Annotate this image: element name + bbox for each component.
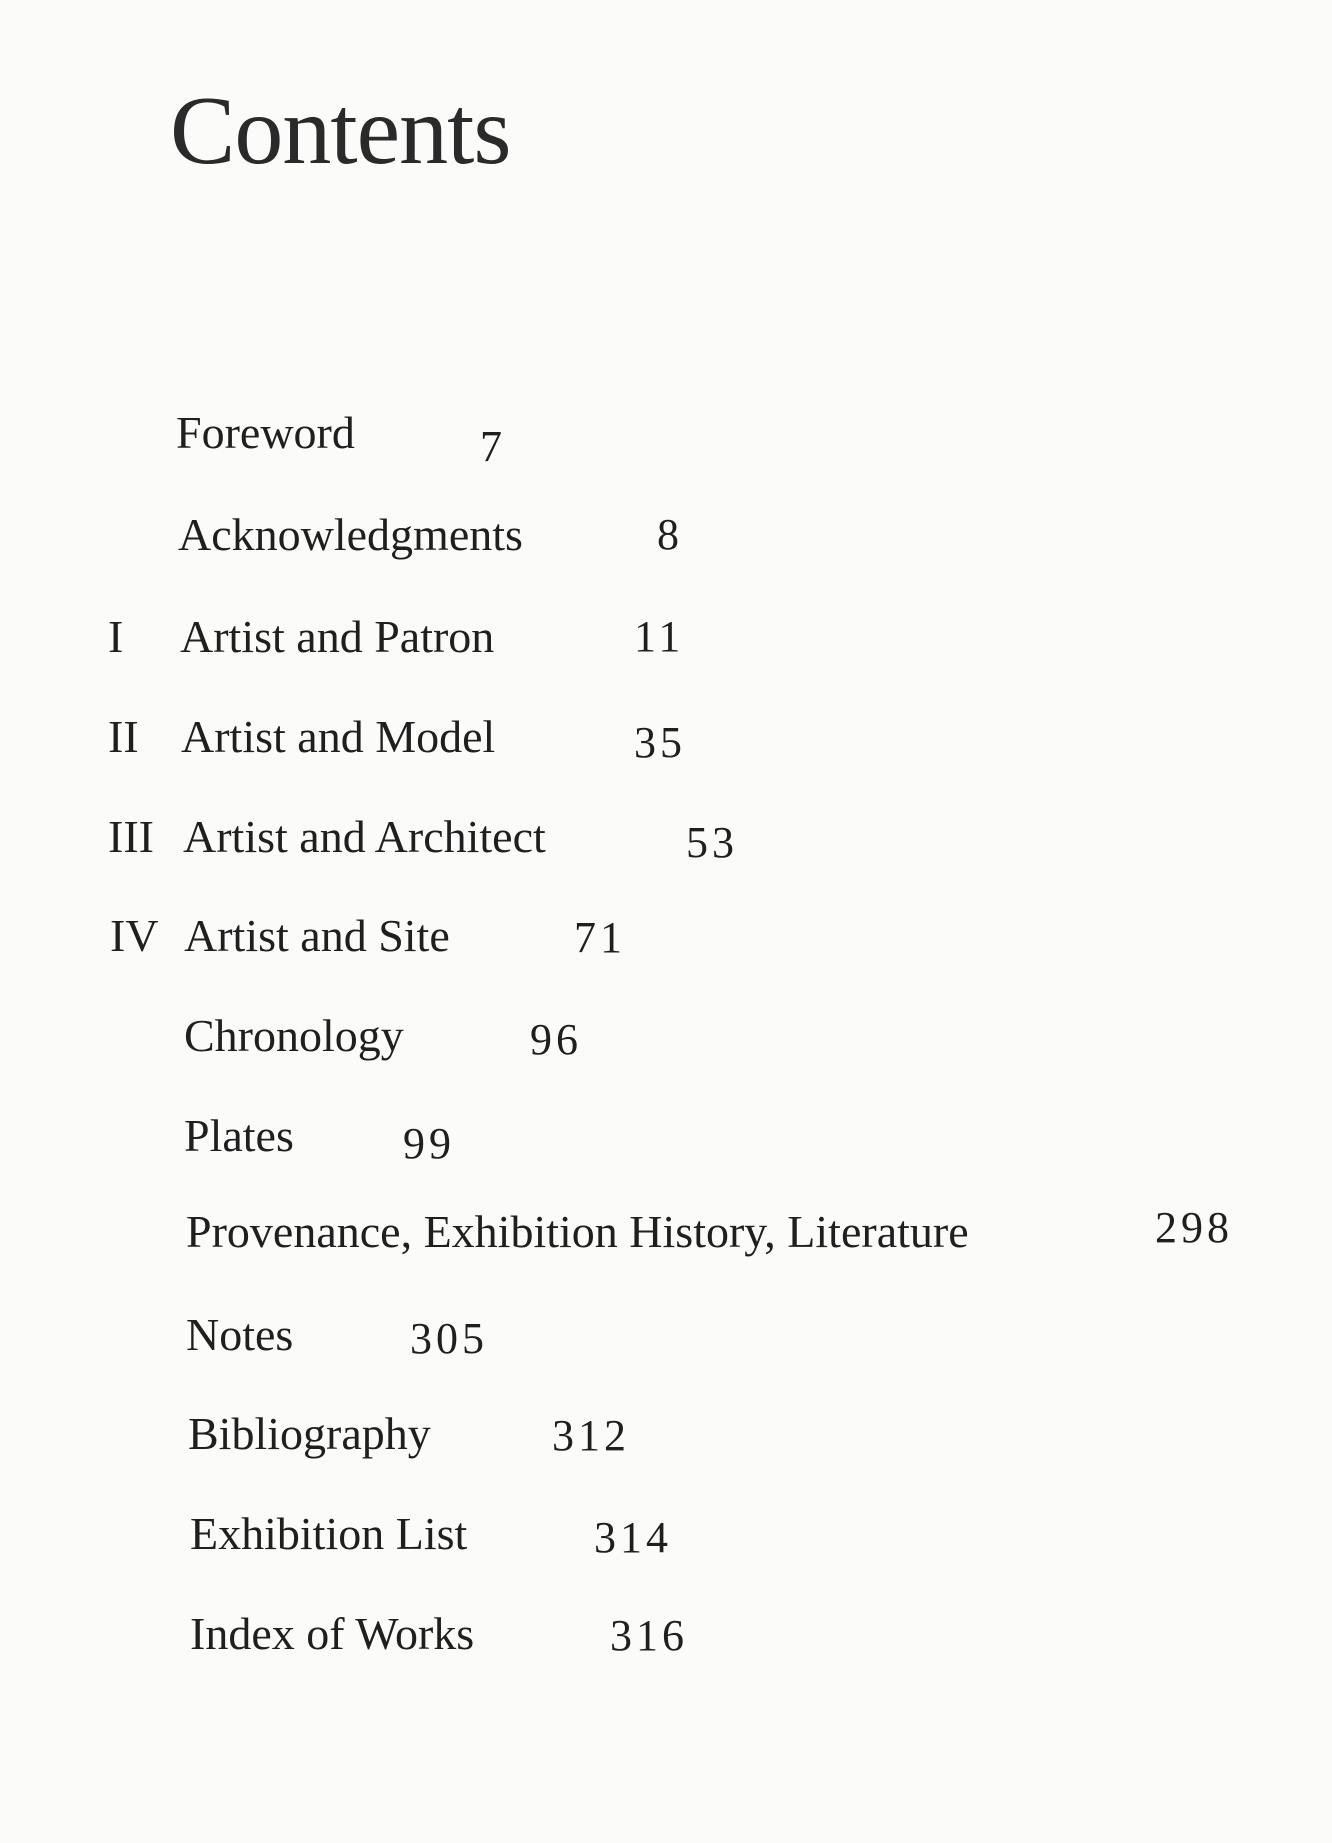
toc-entry-label: Artist and Patron — [180, 611, 495, 662]
toc-entry-page: 305 — [410, 1314, 488, 1363]
toc-entry-label: Provenance, Exhibition History, Literature — [186, 1206, 969, 1257]
toc-entry-label: Bibliography — [188, 1408, 431, 1459]
toc-entry-numeral: III — [108, 811, 154, 862]
toc-entry-label: Acknowledgments — [178, 509, 523, 560]
toc-entry-page: 7 — [480, 422, 506, 471]
toc-entry-label: Artist and Architect — [183, 811, 546, 862]
toc-entry-page: 35 — [634, 718, 686, 767]
toc-entry-label: Artist and Model — [181, 711, 496, 762]
toc-entry-page: 96 — [530, 1015, 582, 1064]
toc-entry-page: 71 — [574, 913, 626, 962]
toc-entry-label: Index of Works — [190, 1608, 475, 1659]
toc-entry-numeral: I — [108, 611, 124, 662]
toc-entry-page: 314 — [594, 1513, 672, 1562]
toc-entry-page: 11 — [634, 612, 685, 661]
toc-entry-page: 316 — [610, 1611, 688, 1660]
toc-entry-label: Notes — [186, 1309, 294, 1360]
toc-entry-page: 53 — [686, 818, 738, 867]
toc-entry-label: Plates — [184, 1110, 294, 1161]
toc-entry-numeral: II — [108, 711, 139, 762]
toc-entry-numeral: IV — [110, 910, 159, 961]
toc-entry-label: Exhibition List — [190, 1508, 468, 1559]
toc-entry-page: 312 — [552, 1411, 630, 1460]
toc-entry-page: 99 — [403, 1119, 455, 1168]
toc-entry-page: 298 — [1155, 1203, 1233, 1252]
toc-entry-label: Foreword — [176, 407, 355, 458]
toc-entry-page: 8 — [657, 510, 683, 559]
page-title: Contents — [170, 77, 511, 185]
toc-entry-label: Chronology — [184, 1010, 404, 1061]
toc-entry-label: Artist and Site — [184, 910, 450, 961]
